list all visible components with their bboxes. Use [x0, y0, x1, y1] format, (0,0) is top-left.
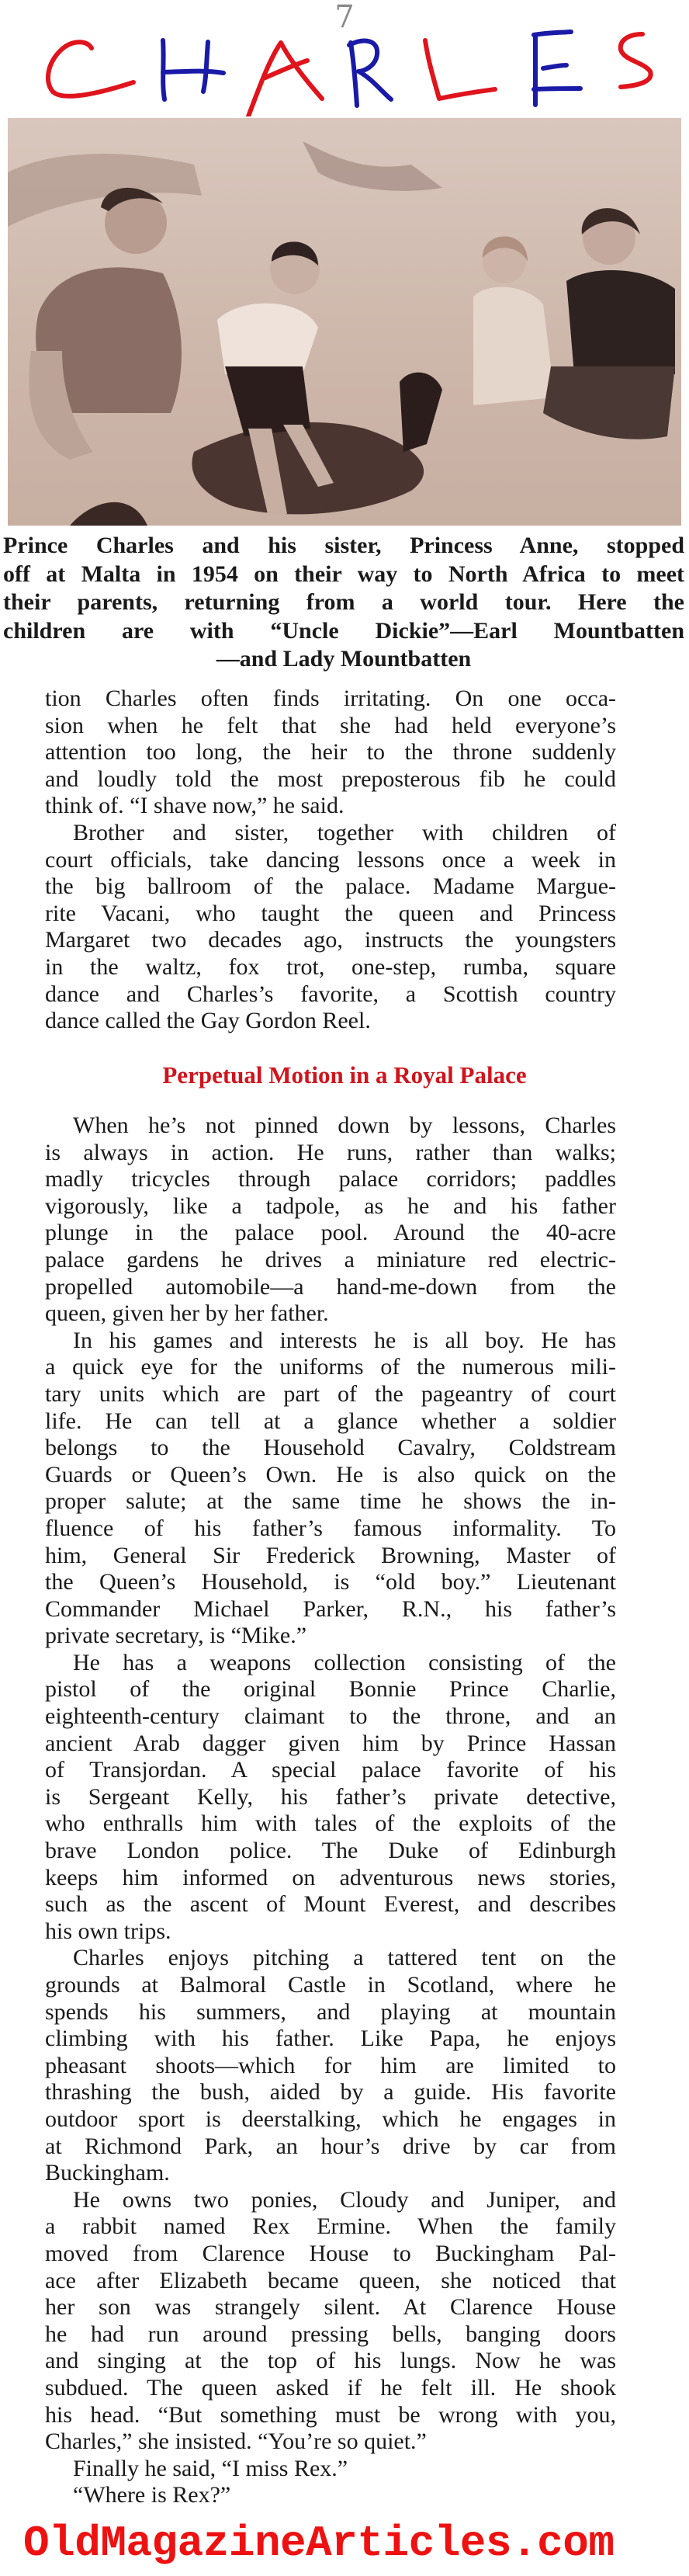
text-line: tion Charles often finds irritating. On one occa- [45, 686, 616, 711]
paragraph [45, 1945, 616, 2186]
title-letter-c [48, 42, 133, 96]
text-line: is always in action. He runs, rather than walks; [45, 1139, 616, 1165]
paragraph [45, 1113, 616, 1328]
text-line: keeps him informed on adventurous news stories, [45, 1864, 616, 1890]
text-line: proper salute; at the same time he shows the in- [45, 1488, 616, 1515]
title-letter-e [534, 32, 580, 105]
text-line: he had run around pressing bells, banging doors [45, 2321, 616, 2347]
text-line: the Queen’s Household, is “old boy.” Lieutenant [45, 1569, 616, 1595]
paragraph [45, 1328, 616, 1650]
text-line: fluence of his father’s famous informality. To [45, 1515, 616, 1541]
article-body-part-1 [45, 686, 616, 1035]
text-line: Commander Michael Parker, R.N., his father’s [45, 1595, 616, 1622]
text-line: ancient Arab dagger given him by Prince Hassan [45, 1730, 616, 1756]
text-line: the big ballroom of the palace. Madame Margue- [45, 873, 616, 900]
text-line: attention too long, the heir to the throne suddenly [45, 739, 616, 766]
text-line: Charles enjoys pitching a tattered tent on the [73, 1945, 616, 1971]
text-line: dance and Charles’s favorite, a Scottish country [45, 981, 616, 1007]
text-line: and loudly told the most preposterous fib he could [45, 766, 616, 792]
caption-line: children are with “Uncle Dickie”—Earl Mountbatten [3, 617, 684, 644]
text-line: is Sergeant Kelly, his father’s private detective, [45, 1783, 616, 1810]
text-line: When he’s not pinned down by lessons, Charles [73, 1113, 616, 1138]
text-line: his own trips. [45, 1918, 171, 1944]
text-line: who enthralls him with tales of the exploits of the [45, 1810, 616, 1837]
text-line: in the waltz, fox trot, one-step, rumba, square [45, 953, 616, 980]
text-line: rite Vacani, who taught the queen and Princess [45, 900, 616, 926]
paragraph [45, 2482, 616, 2509]
paragraph [45, 686, 616, 820]
title-letter-h [163, 40, 223, 99]
site-logo-watermark[interactable]: OldMagazineArticles.com [23, 2519, 615, 2568]
text-line: Guards or Queen’s Own. He is also quick on the [45, 1461, 616, 1488]
text-line: queen, given her by her father. [45, 1300, 329, 1327]
text-line: a rabbit named Rex Ermine. When the family [45, 2213, 616, 2240]
text-line: ace after Elizabeth became queen, she noticed that [45, 2267, 616, 2293]
text-line: private secretary, is “Mike.” [45, 1623, 307, 1649]
text-line: Buckingham. [45, 2160, 170, 2186]
title-letter-a [248, 43, 322, 116]
caption-line: their parents, returning from a world tour. Here the [3, 589, 684, 615]
page-number: 7 [334, 0, 355, 35]
text-line: eighteenth-century claimant to the throne, and an [45, 1703, 616, 1730]
text-line: outdoor sport is deerstalking, which he engages in [45, 2106, 616, 2132]
text-line: court officials, take dancing lessons once a week in [45, 846, 616, 873]
caption-line: Prince Charles and his sister, Princess Anne, stopped [3, 533, 684, 558]
text-line: “Where is Rex?” [73, 2482, 231, 2508]
text-line: tary units which are part of the pageantry of court [45, 1380, 616, 1407]
text-line: He has a weapons collection consisting of the [73, 1649, 616, 1675]
text-line: think of. “I shave now,” he said. [45, 793, 344, 819]
text-line: propelled automobile—a hand-me-down from the [45, 1273, 616, 1300]
text-line: vigorously, like a tadpole, as he and his father [45, 1193, 616, 1219]
text-line: pistol of the original Bonnie Prince Charlie, [45, 1676, 616, 1703]
text-line: her son was strangely silent. At Clarence House [45, 2294, 616, 2321]
text-line: climbing with his father. Like Papa, he enjoys [45, 2026, 616, 2052]
paragraph [45, 2456, 616, 2483]
text-line: his head. “But something must be wrong with you, [45, 2401, 616, 2428]
text-line: Charles,” she insisted. “You’re so quiet.” [45, 2428, 427, 2455]
text-line: plunge in the palace pool. Around the 40-acre [45, 1220, 616, 1246]
text-line: palace gardens he drives a miniature red electric- [45, 1246, 616, 1272]
text-line: a quick eye for the uniforms of the numerous mili- [45, 1354, 616, 1380]
text-line: spends his summers, and playing at mountain [45, 1998, 616, 2025]
text-line: Finally he said, “I miss Rex.” [73, 2455, 348, 2481]
text-line: subdued. The queen asked if he felt ill. He shook [45, 2374, 616, 2401]
text-line: him, General Sir Frederick Browning, Master of [45, 1542, 616, 1568]
title-letter-l [425, 40, 495, 99]
text-line: life. He can tell at a glance whether a soldier [45, 1408, 616, 1434]
title-letter-s [621, 34, 651, 87]
caption-line: off at Malta in 1954 on their way to North Africa to meet [3, 561, 684, 587]
text-line: Brother and sister, together with children of [73, 819, 616, 845]
paragraph [45, 820, 616, 1035]
text-line: such as the ascent of Mount Everest, and describes [45, 1891, 616, 1918]
title-letter-r [349, 41, 391, 106]
section-heading: Perpetual Motion in a Royal Palace [162, 1061, 527, 1088]
text-line: of Transjordan. A special palace favorite of his [45, 1757, 616, 1783]
text-line: belongs to the Household Cavalry, Coldstream [45, 1435, 616, 1461]
text-line: grounds at Balmoral Castle in Scotland, where he [45, 1972, 616, 1998]
text-line: Margaret two decades ago, instructs the youngsters [45, 927, 616, 953]
text-line: pheasant shoots—which for him are limited to [45, 2052, 616, 2078]
text-line: madly tricycles through palace corridors; paddles [45, 1166, 616, 1193]
caption-line: —and Lady Mountbatten [216, 646, 472, 672]
article-body-part-2 [45, 1113, 616, 2509]
text-line: He owns two ponies, Cloudy and Juniper, and [73, 2186, 616, 2213]
paragraph [45, 2187, 616, 2456]
text-line: moved from Clarence House to Buckingham Pal- [45, 2240, 616, 2266]
photo-charles-anne-mountbattens-malta [8, 118, 681, 526]
text-line: thrashing the bush, aided by a guide. His favorite [45, 2079, 616, 2106]
charles-title-lettering [0, 0, 689, 116]
text-line: sion when he felt that she had held everyone’s [45, 712, 616, 738]
text-line: and singing at the top of his lungs. Now he was [45, 2348, 616, 2374]
text-line: In his games and interests he is all boy. He has [73, 1327, 616, 1353]
paragraph [45, 1650, 616, 1946]
text-line: dance called the Gay Gordon Reel. [45, 1008, 371, 1034]
photo-caption [3, 532, 684, 674]
text-line: at Richmond Park, an hour’s drive by car from [45, 2133, 616, 2159]
text-line: brave London police. The Duke of Edinburgh [45, 1838, 616, 1864]
